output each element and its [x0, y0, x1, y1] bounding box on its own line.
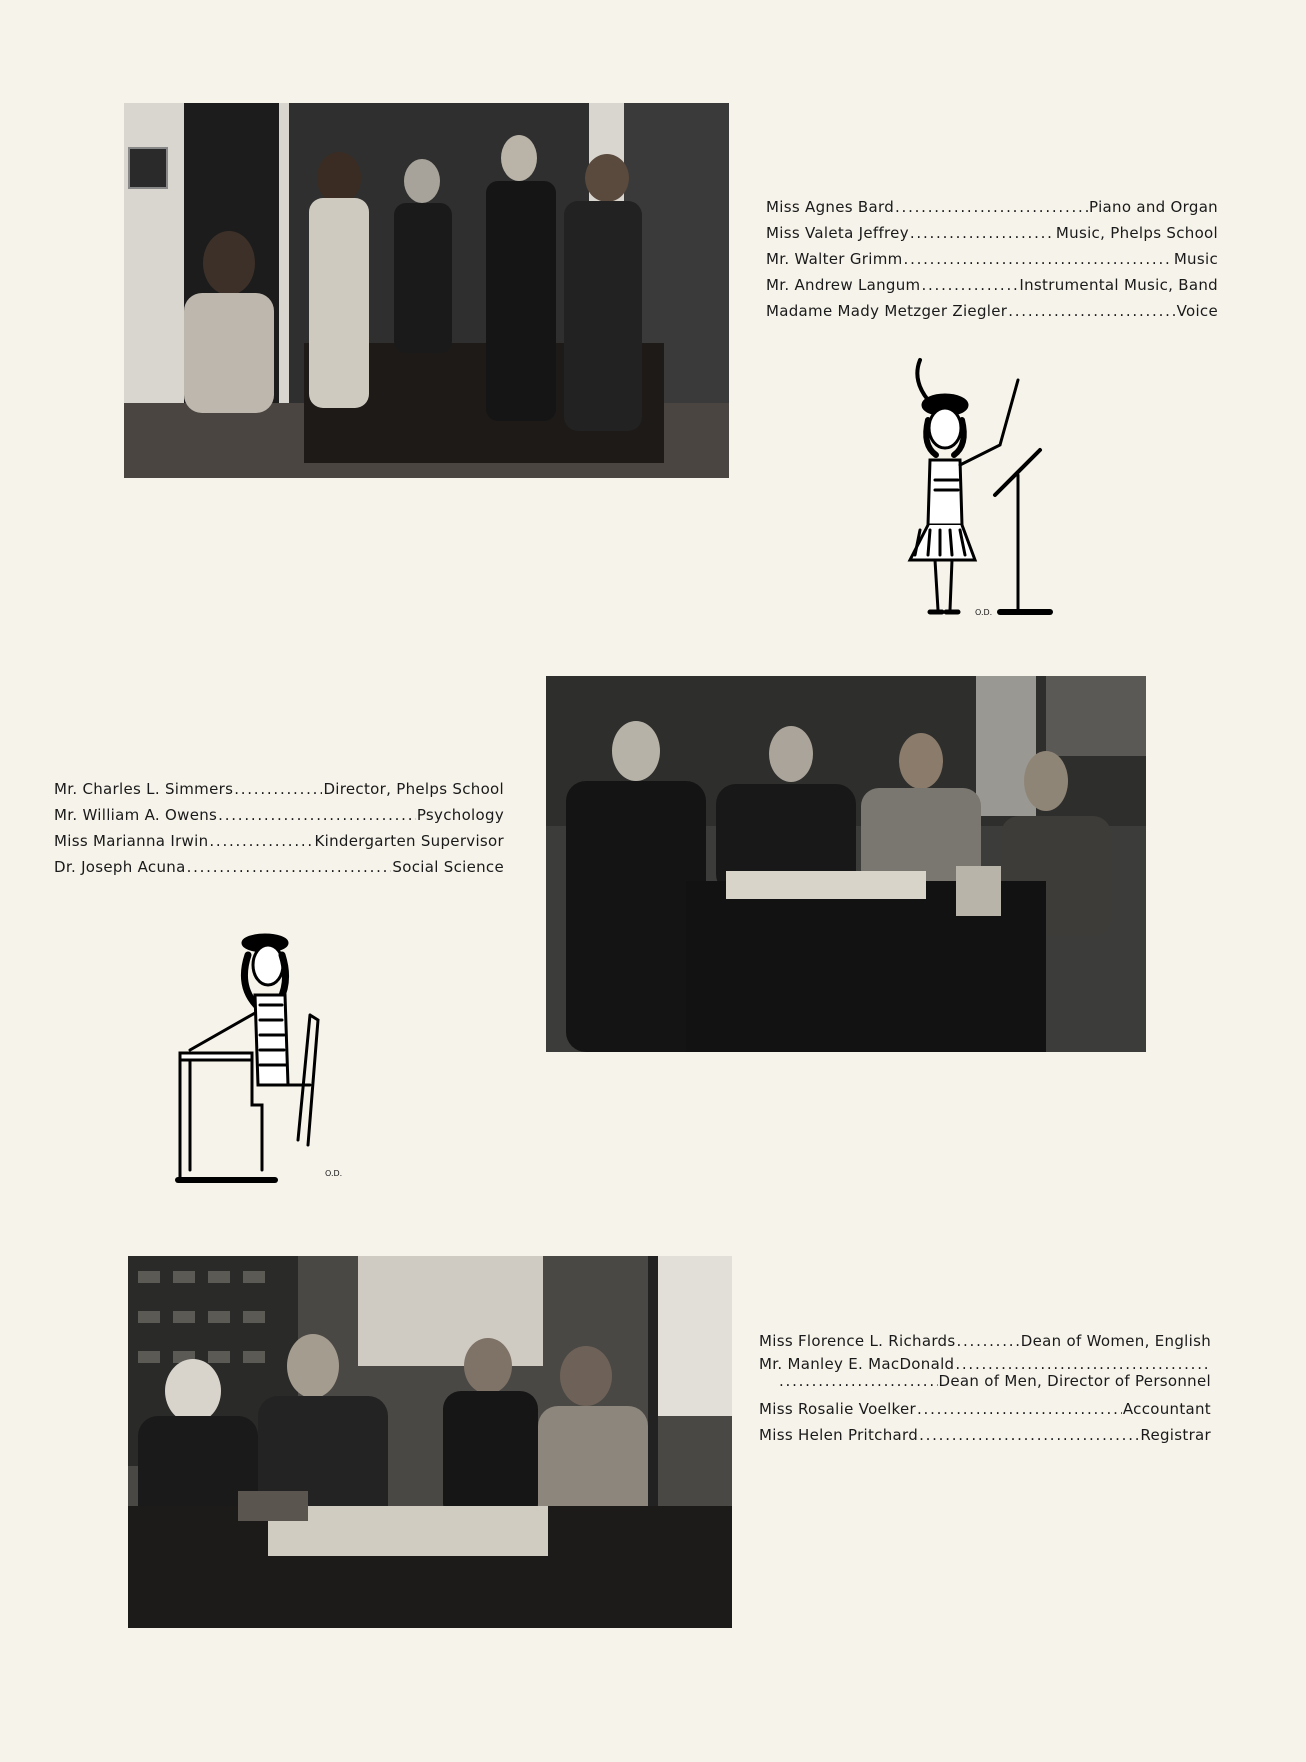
entry-name: Miss Agnes Bard [766, 198, 895, 216]
caption-entry [766, 194, 1218, 220]
entry-role: Instrumental Music, Band [1019, 276, 1218, 294]
entry-role: Music, Phelps School [1055, 224, 1218, 242]
entry-name: Miss Helen Pritchard [759, 1426, 919, 1444]
entry-name: Miss Florence L. Richards [759, 1332, 956, 1350]
education-faculty-caption [54, 776, 504, 880]
entry-name: Dr. Joseph Acuna [54, 858, 186, 876]
entry-role: Kindergarten Supervisor [314, 832, 504, 850]
entry-name: Madame Mady Metzger Ziegler [766, 302, 1008, 320]
caption-entry [54, 776, 504, 802]
education-faculty-photo [546, 676, 1146, 1052]
entry-role: Dean of Men, Director of Personnel [938, 1372, 1211, 1390]
entry-name: Miss Marianna Irwin [54, 832, 209, 850]
entry-role: Social Science [392, 858, 504, 876]
entry-role: Piano and Organ [1089, 198, 1218, 216]
caption-entry [54, 854, 504, 880]
caption-entry [759, 1356, 1211, 1390]
entry-name: Mr. William A. Owens [54, 806, 218, 824]
caption-entry [54, 802, 504, 828]
entry-name: Miss Valeta Jeffrey [766, 224, 909, 242]
entry-name: Mr. Charles L. Simmers [54, 780, 234, 798]
desk-woman-drawing [170, 925, 345, 1185]
music-faculty-photo [124, 103, 729, 478]
caption-entry [766, 220, 1218, 246]
administration-staff-caption [759, 1328, 1211, 1448]
entry-role: Psychology [416, 806, 504, 824]
caption-entry [759, 1396, 1211, 1422]
caption-entry [759, 1328, 1211, 1354]
music-faculty-caption [766, 194, 1218, 324]
caption-entry [54, 828, 504, 854]
entry-role: Director, Phelps School [323, 780, 504, 798]
artist-initials: O.D. [975, 608, 993, 617]
entry-name: Miss Rosalie Voelker [759, 1400, 916, 1418]
entry-role: Registrar [1140, 1426, 1211, 1444]
entry-name: Mr. Walter Grimm [766, 250, 903, 268]
caption-entry [766, 272, 1218, 298]
artist-initials: O.D. [325, 1169, 343, 1178]
entry-name: Mr. Andrew Langum [766, 276, 921, 294]
caption-entry [766, 298, 1218, 324]
entry-role: Music [1173, 250, 1218, 268]
administration-staff-photo [128, 1256, 732, 1628]
caption-entry [766, 246, 1218, 272]
entry-name: Mr. Manley E. MacDonald [759, 1355, 955, 1373]
entry-role: Dean of Women, English [1020, 1332, 1211, 1350]
entry-role: Accountant [1122, 1400, 1211, 1418]
caption-entry [759, 1422, 1211, 1448]
conductor-drawing [900, 350, 1070, 625]
entry-role: Voice [1176, 302, 1218, 320]
